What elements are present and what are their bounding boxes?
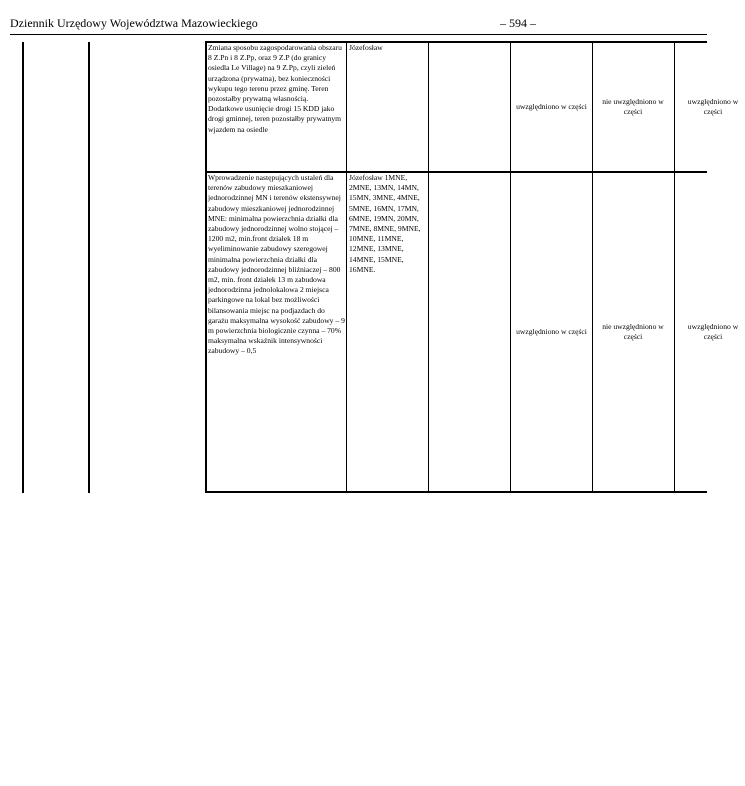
row1-decision-a: uwzględniono w części — [516, 102, 587, 111]
col-line-empty — [428, 42, 429, 493]
table-border-inner — [88, 42, 90, 493]
table-border-left — [22, 42, 24, 493]
page-number: – 594 – — [500, 16, 536, 30]
col-line-description — [205, 42, 207, 493]
row2-decision-b: nie uwzględniono w części — [602, 322, 664, 341]
row-bottom-line — [205, 491, 707, 493]
row2-description: Wprowadzenie następujących ustaleń dla terenów zabudowy mieszkaniowej jednorodzinnej MN i terenów ekstensywnej zabudowy mieszkaniowej jednorodzinnej MNE: minimalna powierzchnia działki dla zabudowy jednorodzinnej wolno stojącej – 1200 m2, min.front działek 18 m wyeliminowanie zabudowy szeregowej minimalna powierzchnia działki dla zabudowy jednorodzinnej bliźniaczej – 800 m2, min. front działek 13 m zabudowa jednorodzinna jednolokalowa 2 miejsca parkingowe na lokal bez możliwości bilansowania miejsc na podjazdach do garażu maksymalna wysokość zabudowy – 9 m powierzchnia biologicznie czynna – 70% maksymalna wskaźnik intensywności zabudowy – 0,5 — [208, 173, 345, 356]
row1-decision-b: nie uwzględniono w części — [602, 97, 664, 116]
journal-title: Dziennik Urzędowy Województwa Mazowieckiego — [10, 16, 258, 30]
col-line-decision-c — [674, 42, 675, 493]
header-divider — [10, 34, 707, 35]
row1-decision-c: uwzględniono w części — [687, 97, 739, 116]
row2-decision-a: uwzględniono w części — [516, 327, 587, 336]
row1-location: Józefosław — [349, 43, 383, 52]
row1-description: Zmiana sposobu zagospodarowania obszaru 8 Z.Pn i 8 Z.Pp, oraz 9 Z.P (do granicy osiedla Le Village) na 9 Z.Pp, czyli zieleń urządzona (prywatna), bez konieczności wykupu tego terenu przez gminę. Teren pozostałby prywatną własnością. Dodatkowe usunięcie drogi 15 KDD jako drogi gminnej, teren pozostałby prywatnym wjazdem na osiedle — [208, 43, 342, 134]
row2-location: Józefosław 1MNE, 2MNE, 13MN, 14MN, 15MN, 3MNE, 4MNE, 5MNE, 16MN, 17MN, 6MNE, 19MN, 20MN, 7MNE, 8MNE, 9MNE, 10MNE, 11MNE, 12MNE, 13MNE, 14MNE, 15MNE, 16MNE. — [349, 173, 421, 274]
row2-decision-c: uwzględniono w części — [687, 322, 739, 341]
col-line-decision-b — [592, 42, 593, 493]
col-line-location — [346, 42, 347, 493]
